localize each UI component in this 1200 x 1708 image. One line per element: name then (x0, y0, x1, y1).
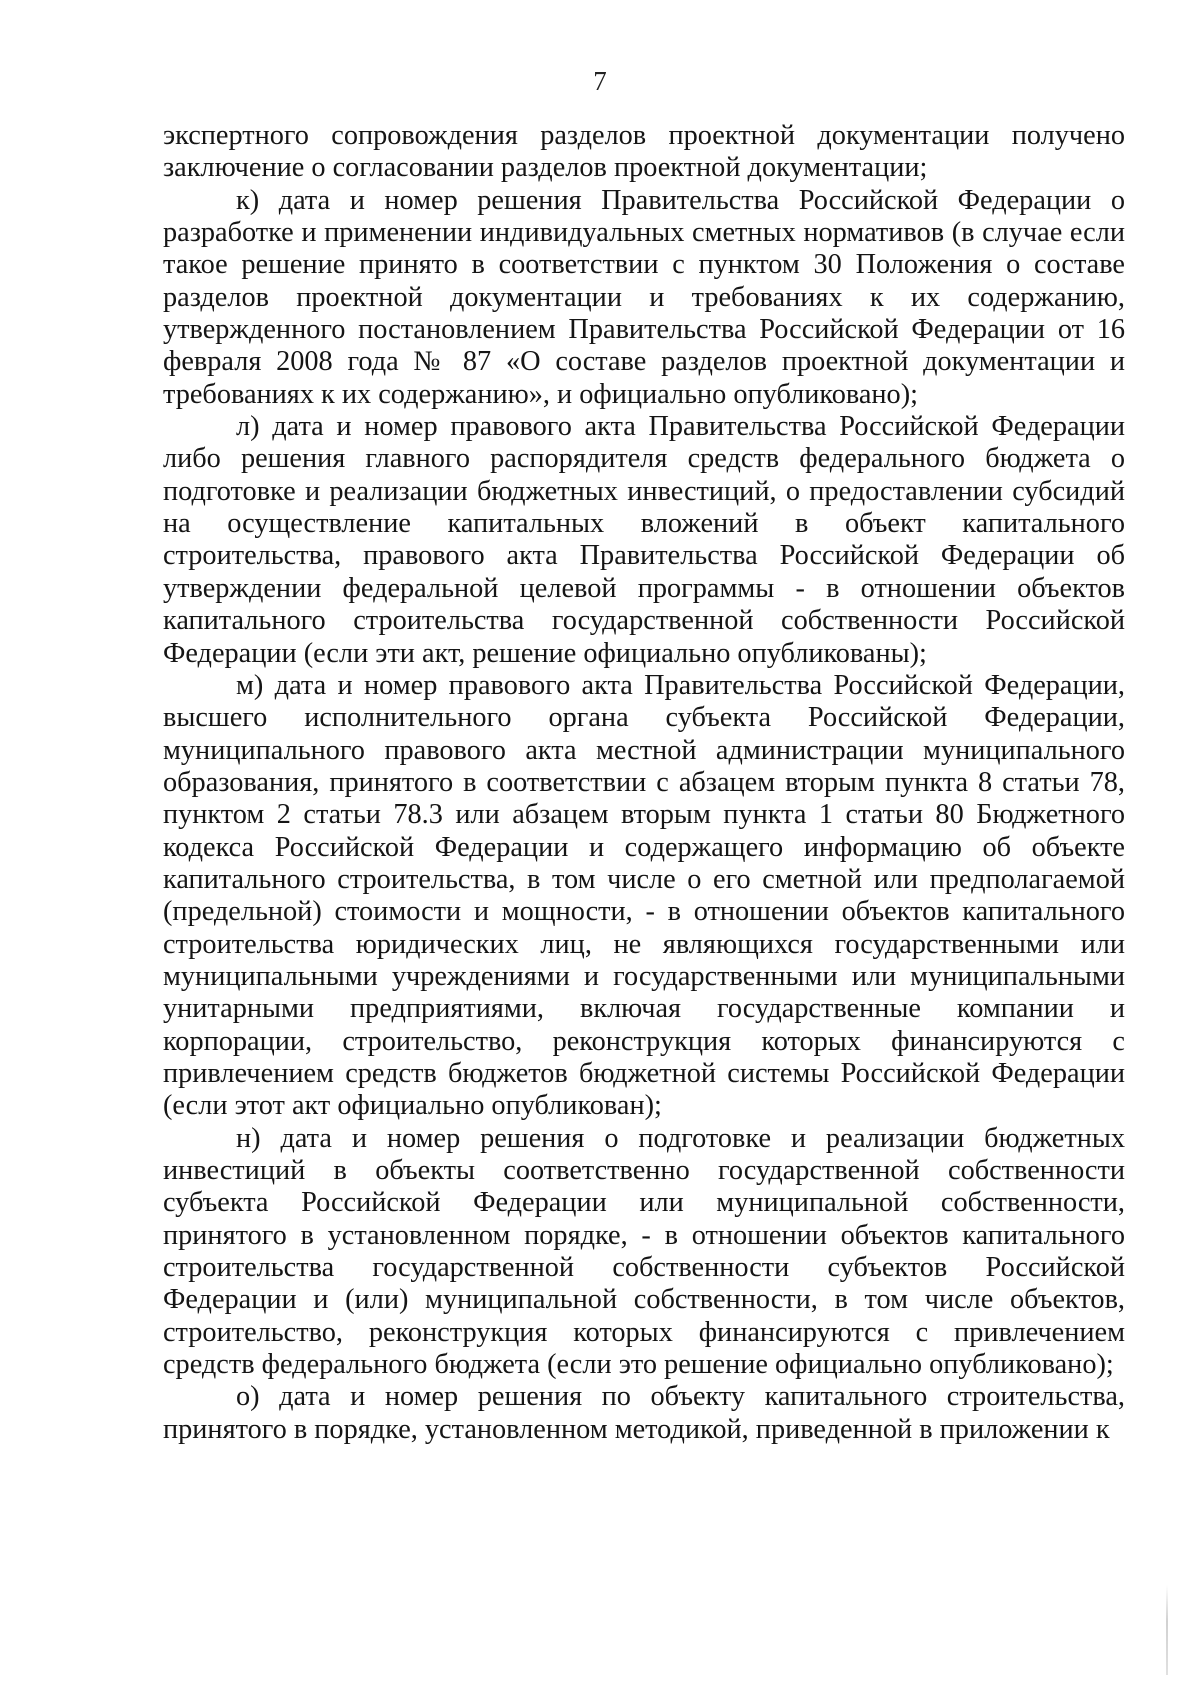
scan-edge-mark (1166, 1585, 1168, 1675)
page-number: 7 (593, 66, 607, 96)
paragraph-o: о) дата и номер решения по объекту капитального строительства, принятого в порядке, установленном методикой, приведенной в приложении к (163, 1381, 1125, 1445)
paragraph-m: м) дата и номер правового акта Правительства Российской Федерации, высшего исполнительного органа субъекта Российской Федерации, муниципального правового акта местной администрации муниципального образования, принятого в соответствии с абзацем вторым пункта 8 статьи 78, пунктом 2 статьи 78.3 или абзацем вторым пункта 1 статьи 80 Бюджетного кодекса Российской Федерации и содержащего информацию об объекте капитального строительства, в том числе о его сметной или предполагаемой (предельной) стоимости и мощности, - в отношении объектов капитального строительства юридических лиц, не являющихся государственными или муниципальными учреждениями и государственными или муниципальными унитарными предприятиями, включая государственные компании и корпорации, строительство, реконструкция которых финансируются с привлечением средств бюджетов бюджетной системы Российской Федерации (если этот акт официально опубликован); (163, 669, 1125, 1122)
paragraph-l: л) дата и номер правового акта Правительства Российской Федерации либо решения главного распорядителя средств федерального бюджета о подготовке и реализации бюджетных инвестиций, о предоставлении субсидий на осуществление капитальных вложений в объект капитального строительства, правового акта Правительства Российской Федерации об утверждении федеральной целевой программы - в отношении объектов капитального строительства государственной собственности Российской Федерации (если эти акт, решение официально опубликованы); (163, 411, 1125, 669)
paragraph-k: к) дата и номер решения Правительства Российской Федерации о разработке и применении индивидуальных сметных нормативов (в случае если такое решение принято в соответствии с пунктом 30 Положения о составе разделов проектной документации и требованиях к их содержанию, утвержденного постановлением Правительства Российской Федерации от 16 февраля 2008 года № 87 «О составе разделов проектной документации и требованиях к их содержанию», и официально опубликовано); (163, 184, 1125, 410)
document-body (163, 120, 1125, 1446)
paragraph-n: н) дата и номер решения о подготовке и реализации бюджетных инвестиций в объекты соответственно государственной собственности субъекта Российской Федерации или муниципальной собственности, принятого в установленном порядке, - в отношении объектов капитального строительства государственной собственности субъектов Российской Федерации и (или) муниципальной собственности, в том числе объектов, строительство, реконструкция которых финансируются с привлечением средств федерального бюджета (если это решение официально опубликовано); (163, 1122, 1125, 1381)
paragraph-continuation: экспертного сопровождения разделов проектной документации получено заключение о согласовании разделов проектной документации; (163, 120, 1125, 184)
